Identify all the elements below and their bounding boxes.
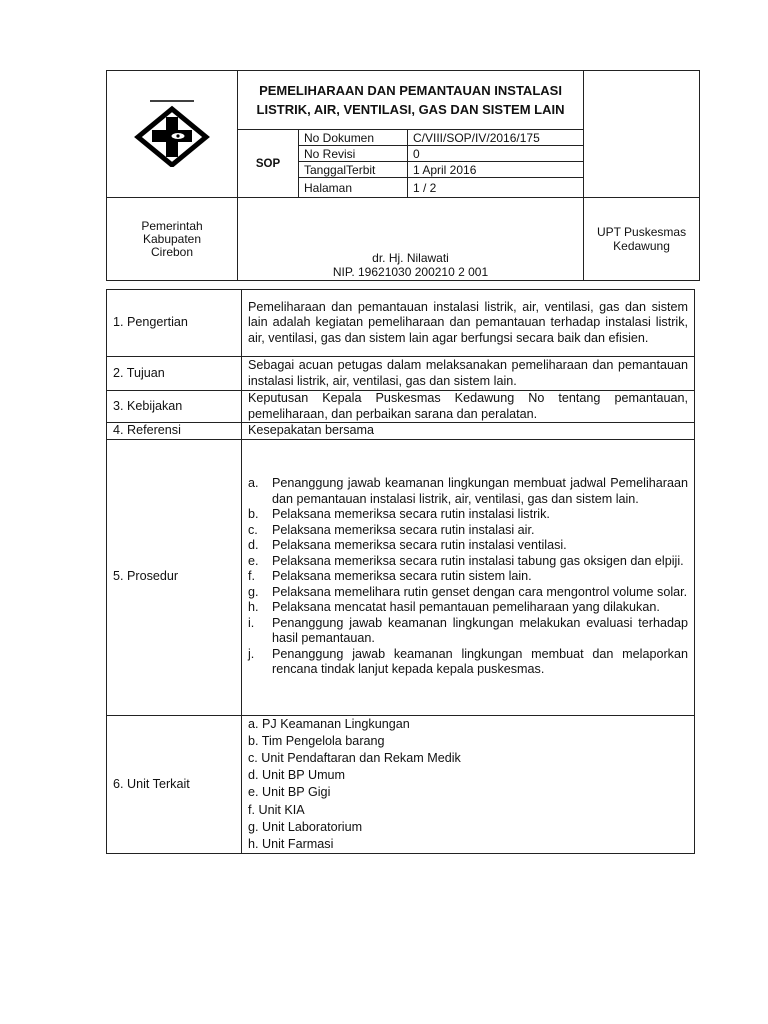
section-label: 4. Referensi bbox=[107, 423, 242, 440]
list-text: Pelaksana memelihara rutin genset dengan cara mengontrol volume solar. bbox=[272, 584, 688, 599]
list-marker: c. bbox=[248, 522, 258, 537]
meta-row-tanggal-terbit bbox=[299, 162, 583, 178]
list-text: Pelaksana mencatat hasil pemantauan pemeliharaan yang dilakukan. bbox=[272, 600, 660, 615]
sop-header-table bbox=[106, 70, 700, 281]
list-marker: e. bbox=[248, 553, 259, 568]
list-item bbox=[248, 538, 688, 554]
section-row-pengertian bbox=[107, 290, 695, 357]
list-item: f. Unit KIA bbox=[248, 802, 305, 817]
list-text: Penanggung jawab keamanan lingkungan melakukan evaluasi terhadap hasil pemantauan. bbox=[272, 615, 688, 646]
unit-cell bbox=[584, 198, 700, 281]
list-item bbox=[248, 507, 688, 523]
prosedur-list bbox=[248, 476, 688, 678]
list-text: Penanggung jawab keamanan lingkungan membuat dan melaporkan rencana tindak lanjut kepada kepala puskesmas. bbox=[272, 646, 688, 677]
unit-terkait-cell bbox=[242, 715, 695, 854]
section-text: Kesepakatan bersama bbox=[242, 423, 695, 440]
list-item bbox=[248, 554, 688, 570]
list-text: Pelaksana memeriksa secara rutin instalasi air. bbox=[272, 522, 535, 537]
section-row-referensi bbox=[107, 423, 695, 440]
meta-row-no-dokumen bbox=[299, 130, 583, 146]
signatory-name: dr. Hj. Nilawati bbox=[372, 251, 449, 265]
header-blank-cell bbox=[584, 71, 700, 198]
list-marker: f. bbox=[248, 569, 255, 584]
sop-label: SOP bbox=[238, 130, 299, 198]
meta-row-no-revisi bbox=[299, 146, 583, 162]
list-item bbox=[248, 647, 688, 678]
list-item: g. Unit Laboratorium bbox=[248, 819, 363, 834]
section-text: Keputusan Kepala Puskesmas Kedawung No tentang pemantauan, pemeliharaan, dan perbaikan sarana dan peralatan. bbox=[242, 391, 695, 423]
section-label: 5. Prosedur bbox=[107, 439, 242, 715]
list-marker: i. bbox=[248, 615, 255, 630]
list-item: b. Tim Pengelola barang bbox=[248, 733, 385, 748]
list-item: h. Unit Farmasi bbox=[248, 836, 334, 851]
list-marker: d. bbox=[248, 538, 259, 553]
list-text: Pelaksana memeriksa secara rutin instalasi tabung gas oksigen dan elpiji. bbox=[272, 553, 684, 568]
signatory-cell bbox=[238, 198, 584, 281]
list-item bbox=[248, 569, 688, 585]
list-text: Penanggung jawab keamanan lingkungan membuat jadwal Pemeliharaan dan pemantauan instalasi listrik, air, ventilasi, gas dan sistem lain. bbox=[272, 476, 688, 506]
list-marker: b. bbox=[248, 507, 259, 522]
institution-line: Kabupaten bbox=[142, 231, 202, 246]
meta-key: Halaman bbox=[299, 178, 408, 198]
institution-cell bbox=[107, 198, 238, 281]
list-item bbox=[248, 585, 688, 601]
institution-line: Pemerintah bbox=[141, 218, 203, 233]
institution-line: Cirebon bbox=[150, 244, 194, 259]
sop-content-table bbox=[106, 289, 695, 854]
list-item: a. PJ Keamanan Lingkungan bbox=[248, 716, 410, 731]
meta-key: TanggalTerbit bbox=[299, 162, 408, 178]
list-item: c. Unit Pendaftaran dan Rekam Medik bbox=[248, 750, 461, 765]
prosedur-cell bbox=[242, 439, 695, 715]
list-marker: g. bbox=[248, 584, 259, 599]
list-marker: a. bbox=[248, 476, 259, 491]
puskesmas-logo-icon bbox=[132, 97, 212, 167]
section-label: 1. Pengertian bbox=[107, 290, 242, 357]
unit-line: Kedawung bbox=[613, 239, 670, 253]
document-meta-table bbox=[299, 130, 583, 197]
list-item bbox=[248, 523, 688, 539]
list-text: Pelaksana memeriksa secara rutin instalasi ventilasi. bbox=[272, 538, 567, 553]
meta-key: No Dokumen bbox=[299, 130, 408, 146]
list-item bbox=[248, 476, 688, 507]
section-label: 6. Unit Terkait bbox=[107, 715, 242, 854]
meta-row-halaman bbox=[299, 178, 583, 198]
document-title: PEMELIHARAAN DAN PEMANTAUAN INSTALASI LISTRIK, AIR, VENTILASI, GAS DAN SISTEM LAIN bbox=[238, 71, 584, 130]
section-label: 3. Kebijakan bbox=[107, 391, 242, 423]
unit-line: UPT Puskesmas bbox=[596, 225, 687, 239]
unit-terkait-list bbox=[248, 716, 688, 854]
meta-value: 0 bbox=[408, 146, 584, 162]
list-item bbox=[248, 600, 688, 616]
signatory-nip: NIP. 19621030 200210 2 001 bbox=[332, 265, 489, 279]
meta-value: 1 April 2016 bbox=[408, 162, 584, 178]
meta-value: C/VIII/SOP/IV/2016/175 bbox=[408, 130, 584, 146]
meta-key: No Revisi bbox=[299, 146, 408, 162]
list-item bbox=[248, 616, 688, 647]
meta-value: 1 / 2 bbox=[413, 180, 437, 195]
list-text: Pelaksana memeriksa secara rutin sistem lain. bbox=[272, 569, 532, 584]
section-row-unit-terkait bbox=[107, 715, 695, 854]
list-item: d. Unit BP Umum bbox=[248, 768, 346, 783]
section-text: Sebagai acuan petugas dalam melaksanakan pemeliharaan dan pemantauan instalasi listrik, air, ventilasi, gas dan sistem lain. bbox=[242, 357, 695, 391]
section-row-tujuan bbox=[107, 357, 695, 391]
list-item: e. Unit BP Gigi bbox=[248, 785, 331, 800]
section-row-kebijakan bbox=[107, 391, 695, 423]
list-marker: j. bbox=[248, 646, 255, 661]
section-row-prosedur bbox=[107, 439, 695, 715]
section-text: Pemeliharaan dan pemantauan instalasi listrik, air, ventilasi, gas dan sistem lain adalah kegiatan pemeliharaan dan pemantauan terhadap instalasi listrik, air, ventilasi, gas dan sistem lain agar berfungsi secara baik dan efisien. bbox=[242, 290, 695, 357]
list-marker: h. bbox=[248, 600, 259, 615]
section-label: 2. Tujuan bbox=[107, 357, 242, 391]
list-text: Pelaksana memeriksa secara rutin instalasi listrik. bbox=[272, 507, 550, 522]
logo-cell bbox=[107, 71, 238, 198]
document-meta-cell bbox=[299, 130, 584, 198]
